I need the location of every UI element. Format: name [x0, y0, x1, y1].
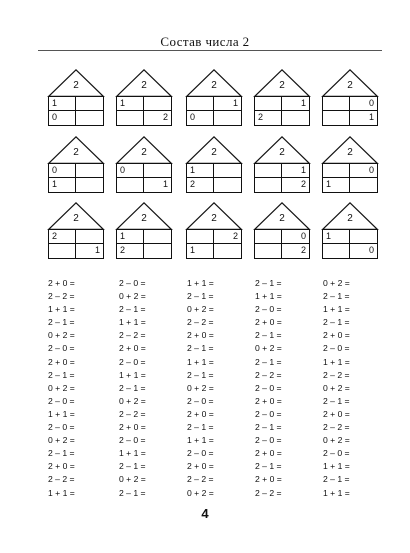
house-cell[interactable]: 1 — [187, 244, 214, 258]
exercise-item[interactable]: 2 – 2 = — [323, 369, 350, 380]
number-house — [116, 136, 172, 194]
exercise-item[interactable]: 2 – 2 = — [323, 422, 350, 433]
house-cell[interactable]: 1 — [94, 245, 100, 255]
house-body — [322, 96, 378, 126]
house-cell[interactable]: 2 — [117, 244, 144, 258]
house-cell[interactable] — [144, 230, 171, 244]
page-title: Состав числа 2 — [160, 34, 250, 49]
exercise-item[interactable]: 2 – 1 = — [48, 317, 75, 328]
exercise-item[interactable]: 1 + 1 = — [323, 356, 350, 367]
exercise-item[interactable]: 1 + 1 = — [323, 487, 350, 498]
house-body — [186, 229, 242, 259]
house-cell[interactable] — [76, 97, 103, 111]
house-cell[interactable]: 0 — [282, 230, 309, 244]
exercise-item[interactable]: 2 – 2 = — [119, 330, 146, 341]
house-cell[interactable]: 2 — [255, 111, 282, 125]
exercise-item[interactable]: 1 + 1 = — [255, 291, 282, 302]
roof-number: 2 — [141, 80, 147, 91]
roof-number: 2 — [211, 147, 217, 158]
house-cell[interactable]: 1 — [162, 179, 168, 189]
roof-number: 2 — [211, 213, 217, 224]
exercise-item[interactable]: 1 + 1 = — [187, 435, 214, 446]
exercise-item[interactable]: 2 – 2 = — [119, 408, 146, 419]
exercise-item[interactable]: 2 + 0 = — [48, 356, 75, 367]
exercise-item[interactable]: 2 – 0 = — [323, 343, 350, 354]
exercise-item[interactable]: 2 – 0 = — [48, 422, 75, 433]
house-cell[interactable]: 1 — [282, 97, 309, 111]
roof-number: 2 — [211, 80, 217, 91]
house-cell[interactable] — [323, 164, 350, 178]
house-cell[interactable] — [117, 111, 144, 125]
exercise-item[interactable]: 2 – 0 = — [187, 448, 214, 459]
exercise-item[interactable]: 2 + 0 = — [48, 278, 75, 288]
house-cell[interactable]: 1 — [117, 230, 144, 244]
house-body — [322, 163, 378, 193]
page-number: 4 — [201, 506, 209, 521]
exercise-item[interactable]: 0 + 2 = — [323, 435, 350, 446]
exercise-item[interactable]: 2 – 1 = — [255, 278, 282, 288]
house-cell[interactable] — [144, 164, 171, 178]
house-cell[interactable] — [350, 230, 377, 244]
exercise-item[interactable]: 2 – 1 = — [119, 461, 146, 472]
house-cell[interactable] — [255, 164, 282, 178]
exercise-item[interactable]: 2 + 0 = — [255, 395, 282, 406]
exercise-item[interactable]: 0 + 2 = — [48, 330, 75, 341]
house-cell[interactable] — [255, 97, 282, 111]
exercise-item[interactable]: 2 – 1 = — [187, 369, 214, 380]
house-body — [254, 163, 310, 193]
house-cell[interactable]: 1 — [323, 230, 350, 244]
number-house — [186, 136, 242, 194]
exercise-item[interactable]: 2 + 0 = — [119, 343, 146, 354]
exercise-item[interactable]: 2 – 1 = — [187, 422, 214, 433]
house-cell[interactable]: 2 — [162, 112, 168, 122]
house-body — [254, 229, 310, 259]
exercise-item[interactable]: 2 – 0 = — [119, 278, 146, 288]
house-body — [48, 96, 104, 126]
exercise-item[interactable]: 2 – 1 = — [255, 330, 282, 341]
roof-number: 2 — [73, 147, 79, 158]
exercise-item[interactable]: 1 + 1 = — [48, 408, 75, 419]
house-body — [322, 229, 378, 259]
exercise-item[interactable]: 2 – 1 = — [255, 422, 282, 433]
house-cell[interactable]: 0 — [117, 164, 144, 178]
number-house — [48, 136, 104, 194]
exercise-item[interactable]: 2 – 1 = — [48, 448, 75, 459]
number-house — [322, 69, 378, 127]
exercise-item[interactable]: 2 – 1 = — [323, 395, 350, 406]
exercise-item[interactable]: 1 + 1 = — [323, 304, 350, 315]
exercise-item[interactable]: 2 – 1 = — [323, 291, 350, 302]
house-cell[interactable] — [76, 111, 103, 125]
house-cell[interactable] — [144, 244, 171, 258]
house-cell[interactable] — [323, 244, 350, 258]
exercise-columns — [0, 277, 410, 497]
number-house — [116, 202, 172, 260]
number-house — [48, 202, 104, 260]
exercise-column — [255, 277, 319, 500]
exercise-item[interactable]: 2 + 0 = — [323, 408, 350, 419]
exercise-item[interactable]: 2 – 2 = — [48, 474, 75, 485]
number-house — [254, 202, 310, 260]
house-body — [48, 229, 104, 259]
exercise-item[interactable]: 1 + 1 = — [187, 278, 214, 288]
exercise-item[interactable]: 2 – 0 = — [255, 408, 282, 419]
exercise-item[interactable]: 0 + 2 = — [48, 435, 75, 446]
number-house — [186, 202, 242, 260]
house-cell[interactable]: 0 — [49, 164, 76, 178]
exercise-item[interactable]: 2 – 1 = — [187, 343, 214, 354]
roof-number: 2 — [73, 80, 79, 91]
exercise-item[interactable]: 2 – 0 = — [48, 395, 75, 406]
house-cell[interactable] — [49, 244, 76, 258]
exercise-item[interactable]: 2 – 1 = — [48, 369, 75, 380]
house-body — [186, 96, 242, 126]
number-house — [322, 136, 378, 194]
roof-number: 2 — [73, 213, 79, 224]
exercise-item[interactable]: 2 – 0 = — [255, 304, 282, 315]
exercise-item[interactable]: 2 – 1 = — [187, 291, 214, 302]
exercise-item[interactable]: 2 – 0 = — [119, 356, 146, 367]
exercise-item[interactable]: 2 – 0 = — [255, 382, 282, 393]
house-cell[interactable] — [214, 111, 241, 125]
house-cell[interactable] — [255, 244, 282, 258]
exercise-item[interactable]: 2 – 0 = — [48, 343, 75, 354]
exercise-item[interactable]: 2 – 2 = — [187, 317, 214, 328]
exercise-item[interactable]: 2 – 1 = — [323, 317, 350, 328]
exercise-item[interactable]: 2 – 1 = — [119, 304, 146, 315]
roof-number: 2 — [347, 147, 353, 158]
exercise-item[interactable]: 2 + 0 = — [187, 330, 214, 341]
house-cell[interactable] — [255, 178, 282, 192]
house-body — [116, 229, 172, 259]
exercise-item[interactable]: 0 + 2 = — [187, 382, 214, 393]
exercise-item[interactable]: 2 – 2 = — [255, 369, 282, 380]
house-body — [254, 96, 310, 126]
exercise-item[interactable]: 2 – 0 = — [323, 448, 350, 459]
exercise-item[interactable]: 1 + 1 = — [187, 356, 214, 367]
exercise-column — [323, 277, 387, 500]
exercise-item[interactable]: 1 + 1 = — [323, 461, 350, 472]
roof-number: 2 — [141, 147, 147, 158]
exercise-item[interactable]: 0 + 2 = — [323, 278, 350, 288]
exercise-column — [48, 277, 112, 500]
house-cell[interactable]: 2 — [187, 178, 214, 192]
exercise-item[interactable]: 2 + 0 = — [323, 330, 350, 341]
house-cell[interactable]: 1 — [49, 178, 76, 192]
house-cell[interactable]: 1 — [49, 97, 76, 111]
exercise-item[interactable]: 2 – 2 = — [255, 487, 282, 498]
exercise-item[interactable]: 2 – 0 = — [187, 395, 214, 406]
title-divider — [38, 50, 382, 51]
exercise-item[interactable]: 2 – 1 = — [255, 356, 282, 367]
house-cell[interactable]: 1 — [214, 97, 241, 111]
house-cell[interactable] — [323, 111, 350, 125]
exercise-item[interactable]: 2 – 0 = — [255, 435, 282, 446]
number-house — [322, 202, 378, 260]
house-cell[interactable]: 0 — [350, 97, 377, 111]
house-cell[interactable] — [117, 178, 144, 192]
exercise-item[interactable]: 2 – 2 = — [48, 291, 75, 302]
house-cell[interactable]: 2 — [49, 230, 76, 244]
house-cell[interactable]: 1 — [323, 178, 350, 192]
number-house — [254, 69, 310, 127]
house-cell[interactable] — [76, 178, 103, 192]
exercise-item[interactable]: 1 + 1 = — [48, 304, 75, 315]
exercise-item[interactable]: 0 + 2 = — [119, 395, 146, 406]
number-house — [186, 69, 242, 127]
house-cell[interactable]: 1 — [117, 97, 144, 111]
house-body — [48, 163, 104, 193]
house-cell[interactable]: 2 — [214, 230, 241, 244]
exercise-item[interactable]: 1 + 1 = — [48, 487, 75, 498]
roof-number: 2 — [347, 213, 353, 224]
house-cell[interactable] — [214, 164, 241, 178]
number-house — [48, 69, 104, 127]
house-cell[interactable] — [144, 97, 171, 111]
exercise-column — [119, 277, 183, 500]
roof-number: 2 — [279, 80, 285, 91]
house-cell[interactable] — [187, 230, 214, 244]
roof-number: 2 — [279, 213, 285, 224]
exercise-column — [187, 277, 251, 500]
house-cell[interactable] — [214, 244, 241, 258]
house-cell[interactable]: 1 — [187, 164, 214, 178]
exercise-item[interactable]: 2 + 0 = — [119, 422, 146, 433]
house-cell[interactable] — [323, 97, 350, 111]
exercise-item[interactable]: 1 + 1 = — [119, 369, 146, 380]
exercise-item[interactable]: 0 + 2 = — [187, 487, 214, 498]
exercise-item[interactable]: 2 + 0 = — [187, 461, 214, 472]
number-house — [116, 69, 172, 127]
house-cell[interactable]: 1 — [368, 112, 374, 122]
exercise-item[interactable]: 2 – 1 = — [119, 487, 146, 498]
house-cell[interactable]: 0 — [49, 111, 76, 125]
house-body — [116, 163, 172, 193]
exercise-item[interactable]: 1 + 1 = — [119, 448, 146, 459]
roof-number: 2 — [279, 147, 285, 158]
house-cell[interactable] — [214, 178, 241, 192]
exercise-item[interactable]: 2 + 0 = — [187, 408, 214, 419]
roof-number: 2 — [347, 80, 353, 91]
exercise-item[interactable]: 0 + 2 = — [119, 291, 146, 302]
exercise-item[interactable]: 2 + 0 = — [48, 461, 75, 472]
house-cell[interactable] — [76, 230, 103, 244]
house-cell[interactable]: 0 — [368, 245, 374, 255]
exercise-item[interactable]: 0 + 2 = — [323, 382, 350, 393]
exercise-item[interactable]: 0 + 2 = — [187, 304, 214, 315]
exercise-item[interactable]: 2 + 0 = — [255, 474, 282, 485]
house-cell[interactable] — [187, 97, 214, 111]
house-cell[interactable] — [76, 164, 103, 178]
house-body — [116, 96, 172, 126]
house-cell[interactable] — [255, 230, 282, 244]
exercise-item[interactable]: 2 – 1 = — [323, 474, 350, 485]
house-cell[interactable]: 2 — [300, 245, 306, 255]
house-cell[interactable] — [350, 178, 377, 192]
exercise-item[interactable]: 2 – 1 = — [255, 461, 282, 472]
exercise-item[interactable]: 0 + 2 = — [255, 343, 282, 354]
house-cell[interactable]: 0 — [187, 111, 214, 125]
exercise-item[interactable]: 2 + 0 = — [255, 317, 282, 328]
exercise-item[interactable]: 2 + 0 = — [255, 448, 282, 459]
house-cell[interactable]: 2 — [300, 179, 306, 189]
roof-number: 2 — [141, 213, 147, 224]
house-cell[interactable] — [282, 111, 309, 125]
exercise-item[interactable]: 1 + 1 = — [119, 317, 146, 328]
house-body — [186, 163, 242, 193]
house-cell[interactable]: 0 — [350, 164, 377, 178]
house-cell[interactable]: 1 — [282, 164, 309, 178]
number-house — [254, 136, 310, 194]
exercise-item[interactable]: 2 – 0 = — [119, 435, 146, 446]
exercise-item[interactable]: 2 – 2 = — [187, 474, 214, 485]
exercise-item[interactable]: 2 – 1 = — [119, 382, 146, 393]
exercise-item[interactable]: 0 + 2 = — [48, 382, 75, 393]
exercise-item[interactable]: 0 + 2 = — [119, 474, 146, 485]
